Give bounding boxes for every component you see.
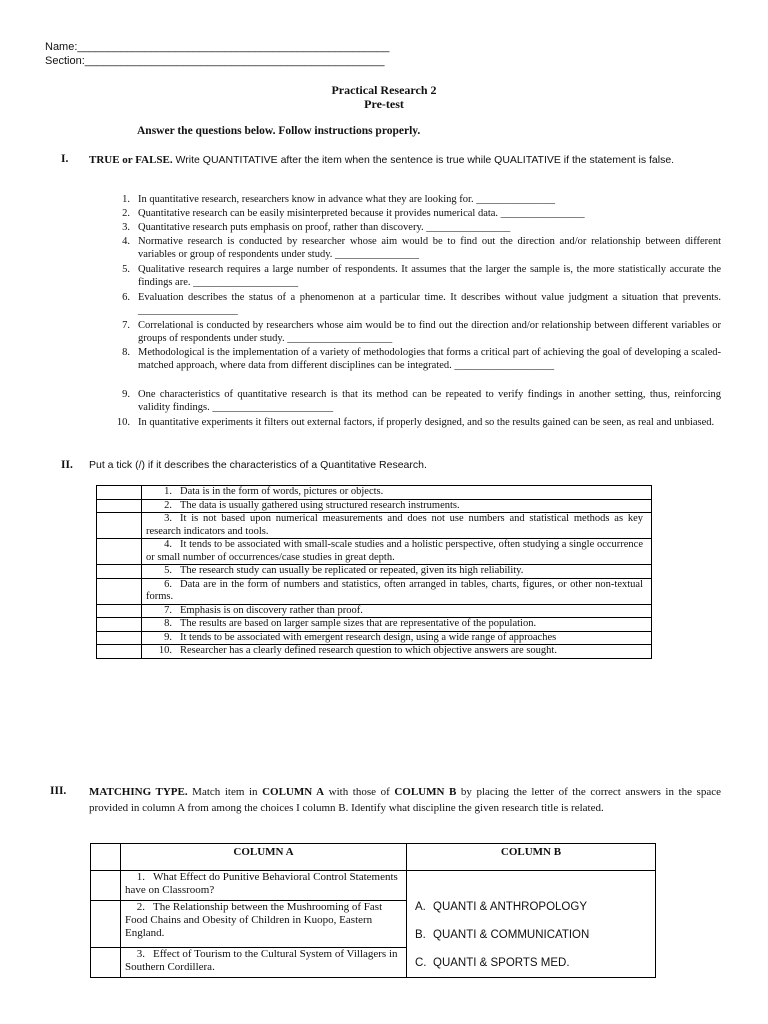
section-3-instructions: MATCHING TYPE. Match item in COLUMN A with those of COLUMN B by placing the letter of the correct answers in the space provided in column A from among the choices I column B. Identify what discipline the given research title is related.: [89, 786, 721, 814]
tf-item: 3. Quantitative research puts emphasis on proof, rather than discovery. ________________: [122, 222, 511, 233]
tf-item: 4. Normative research is conducted by researcher whose aim would be to find out the direction and/or relationship between different variables or group of respondents under study. ________________: [122, 236, 721, 260]
general-instructions: Answer the questions below. Follow instructions properly.: [137, 125, 421, 137]
table-row: 2. The data is usually gathered using structured research instruments.: [97, 499, 652, 513]
tick-cell[interactable]: [97, 486, 142, 500]
tick-cell[interactable]: [97, 539, 142, 565]
tick-cell[interactable]: [97, 631, 142, 645]
tf-item: 10. In quantitative experiments it filters out external factors, if properly designed, and so the results gained can be seen, as real and unbiased.: [116, 417, 715, 428]
table-header-row: [91, 844, 656, 871]
table-row: 2. The Relationship between the Mushrooming of Fast Food Chains and Obesity of Children in Kuopo, Eastern England.: [91, 901, 656, 948]
tick-cell[interactable]: [97, 578, 142, 604]
tick-cell[interactable]: [97, 499, 142, 513]
document-title: Practical Research 2: [331, 83, 437, 97]
section-1-text: Write QUANTITATIVE after the item when the sentence is true while QUALITATIVE if the statement is false.: [172, 154, 675, 166]
section-2-number: II.: [61, 459, 73, 471]
tf-item: 5. Qualitative research requires a large number of respondents. It assumes that the larger the sample is, the more statistically accurate the findings are. ____________________: [122, 264, 721, 288]
table-row: 6. Data are in the form of numbers and statistics, often arranged in tables, charts, figures, or other non-textual forms.: [97, 578, 652, 604]
tick-cell[interactable]: [97, 604, 142, 618]
table-row: 1. Data is in the form of words, pictures or objects.: [97, 486, 652, 500]
answer-blank[interactable]: [91, 871, 121, 901]
tick-table: [96, 485, 652, 659]
tf-item: 2. Quantitative research can be easily misinterpreted because it provides numerical data. ________________: [122, 208, 585, 219]
column-b-choices: A. QUANTI & ANTHROPOLOGY B. QUANTI & COMMUNICATION C. QUANTI & SPORTS MED.: [407, 871, 656, 978]
tf-item: 1. In quantitative research, researchers know in advance what they are looking for. _______________: [122, 194, 555, 205]
matching-table: [90, 843, 656, 978]
section-2-instructions: Put a tick (/) if it describes the characteristics of a Quantitative Research.: [89, 459, 427, 471]
tf-item: 9. One characteristics of quantitative research is that its method can be repeated to verify findings in another setting, thus, reinforcing validity findings. _______________________: [122, 389, 721, 413]
tf-item: 6. Evaluation describes the status of a phenomenon at a particular time. It describes without value judgment a situation that prevents. ___________________: [122, 292, 721, 316]
table-row: 3. It is not based upon numerical measurements and does not use numbers and statistical methods as key research indicators and tools.: [97, 513, 652, 539]
section-field[interactable]: Section:_________________________________________________: [45, 55, 385, 67]
tick-cell[interactable]: [97, 618, 142, 632]
tick-cell[interactable]: [97, 565, 142, 579]
section-1-instructions: [89, 153, 721, 167]
tick-cell[interactable]: [97, 645, 142, 659]
table-row: 8. The results are based on larger sample sizes that are representative of the population.: [97, 618, 652, 632]
name-field[interactable]: Name:___________________________________________________: [45, 41, 390, 53]
answer-blank[interactable]: [91, 947, 121, 977]
table-row: 3. Effect of Tourism to the Cultural System of Villagers in Southern Cordillera.: [91, 947, 656, 977]
table-row: 10. Researcher has a clearly defined research question to which objective answers are sought.: [97, 645, 652, 659]
table-row: 1. What Effect do Punitive Behavioral Control Statements have on Classroom? A. QUANTI & ANTHROPOLOGY B. QUANTI & COMMUNICATION C. QUANTI & SPORTS MED.: [91, 871, 656, 901]
table-row: 9. It tends to be associated with emergent research design, using a wide range of approaches: [97, 631, 652, 645]
table-row: 7. Emphasis is on discovery rather than proof.: [97, 604, 652, 618]
section-1-lead: TRUE or FALSE.: [89, 154, 173, 166]
section-3-number: III.: [50, 785, 67, 797]
column-b-header: COLUMN B: [407, 844, 656, 871]
table-row: 4. It tends to be associated with small-scale studies and a holistic perspective, often studying a single occurrence or small number of occurrences/case studies in great depth.: [97, 539, 652, 565]
tick-cell[interactable]: [97, 513, 142, 539]
document-subtitle: Pre-test: [364, 97, 404, 111]
tf-item: 8. Methodological is the implementation of a variety of methodologies that forms a critical part of achieving the goal of developing a scaled-matched approach, where data from different disciplines can be integrated. ___________________: [122, 347, 721, 371]
tf-item: 7. Correlational is conducted by researchers whose aim would be to find out the direction and/or relationship between different variables or groups of respondents under study. ____________________: [122, 320, 721, 344]
table-row: 5. The research study can usually be replicated or repeated, given its high reliability.: [97, 565, 652, 579]
answer-blank[interactable]: [91, 901, 121, 948]
section-1-number: I.: [61, 153, 69, 165]
column-a-header: COLUMN A: [121, 844, 407, 871]
